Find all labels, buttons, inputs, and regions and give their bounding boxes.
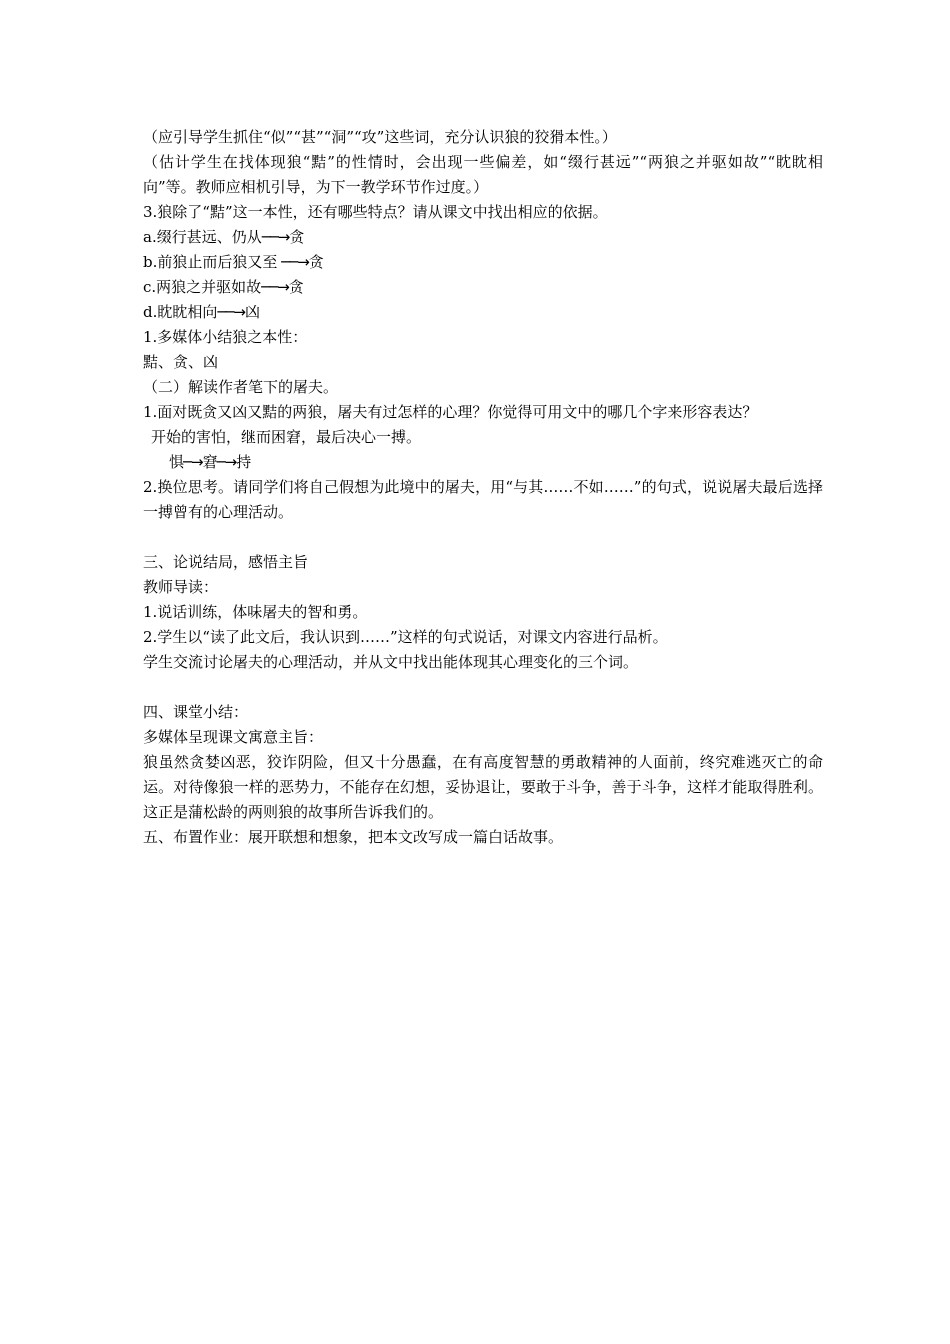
trait-item-c [143, 275, 823, 300]
theme-paragraph: 狼虽然贪婪凶恶，狡诈阴险，但又十分愚蠢，在有高度智慧的勇敢精神的人面前，终究难逃灭亡的命运。对待像狼一样的恶势力，不能存在幻想，妥协退让，要敢于斗争，善于斗争，这样才能取得胜利。这正是蒲松龄的两则狼的故事所告诉我们的。 [143, 753, 823, 821]
question-3: 3.狼除了“黠”这一本性，还有哪些特点？请从课文中找出相应的依据。 [143, 203, 608, 221]
text-line: （应引导学生抓住“似”“甚”“洞”“攻”这些词，充分认识狼的狡猾本性。） [143, 128, 617, 146]
summary-heading: 1.多媒体小结狼之本性： [143, 328, 308, 346]
section-heading: （二）解读作者笔下的屠夫。 [143, 378, 339, 396]
text-line: 多媒体呈现课文寓意主旨： [143, 728, 324, 746]
trait-item-a [143, 225, 823, 250]
text-line: 学生交流讨论屠夫的心理活动，并从文中找出能体现其心理变化的三个词。 [143, 653, 639, 671]
text-line: 教师导读： [143, 578, 219, 596]
section-heading: 四、课堂小结： [143, 703, 249, 721]
psychology-chain: 惧─→窘─→持 [169, 453, 251, 471]
text-line: 2.学生以“读了此文后，我认识到……”这样的句式说话，对课文内容进行品析。 [143, 628, 668, 646]
arrow-trait: ──→贪 [277, 253, 323, 271]
trait-evidence: d.眈眈相向 [143, 303, 218, 321]
spacer [143, 675, 823, 700]
section-heading: 三、论说结局，感悟主旨 [143, 553, 309, 571]
homework-line: 五、布置作业：展开联想和想象，把本文改写成一篇白话故事。 [143, 828, 564, 846]
trait-item-d [143, 300, 823, 325]
trait-evidence: c.两狼之并驱如故 [143, 278, 262, 296]
arrow-trait: ──→贪 [261, 278, 303, 296]
trait-evidence: a.缀行甚远、仍从 [143, 228, 262, 246]
question-1: 1.面对既贪又凶又黠的两狼，屠夫有过怎样的心理？你觉得可用文中的哪几个字来形容表达？ [143, 403, 758, 421]
document-page [143, 125, 823, 850]
trait-item-b [143, 250, 823, 275]
answer-text: 开始的害怕，继而困窘，最后决心一搏。 [151, 428, 422, 446]
question-2: 2.换位思考。请同学们将自己假想为此境中的屠夫，用“与其……不如……”的句式，说说屠夫最后选择一搏曾有的心理活动。 [143, 478, 823, 521]
trait-evidence: b.前狼止而后狼又至 [143, 253, 278, 271]
arrow-trait: ──→贪 [261, 228, 304, 246]
text-paragraph: （估计学生在找体现狼“黠”的性情时，会出现一些偏差，如“缀行甚远”“两狼之并驱如故”“眈眈相向”等。教师应相机引导，为下一教学环节作过度。） [143, 153, 823, 196]
arrow-trait: ──→凶 [217, 303, 260, 321]
text-line: 1.说话训练，体味屠夫的智和勇。 [143, 603, 368, 621]
summary-traits: 黠、贪、凶 [143, 353, 219, 371]
spacer [143, 525, 823, 550]
